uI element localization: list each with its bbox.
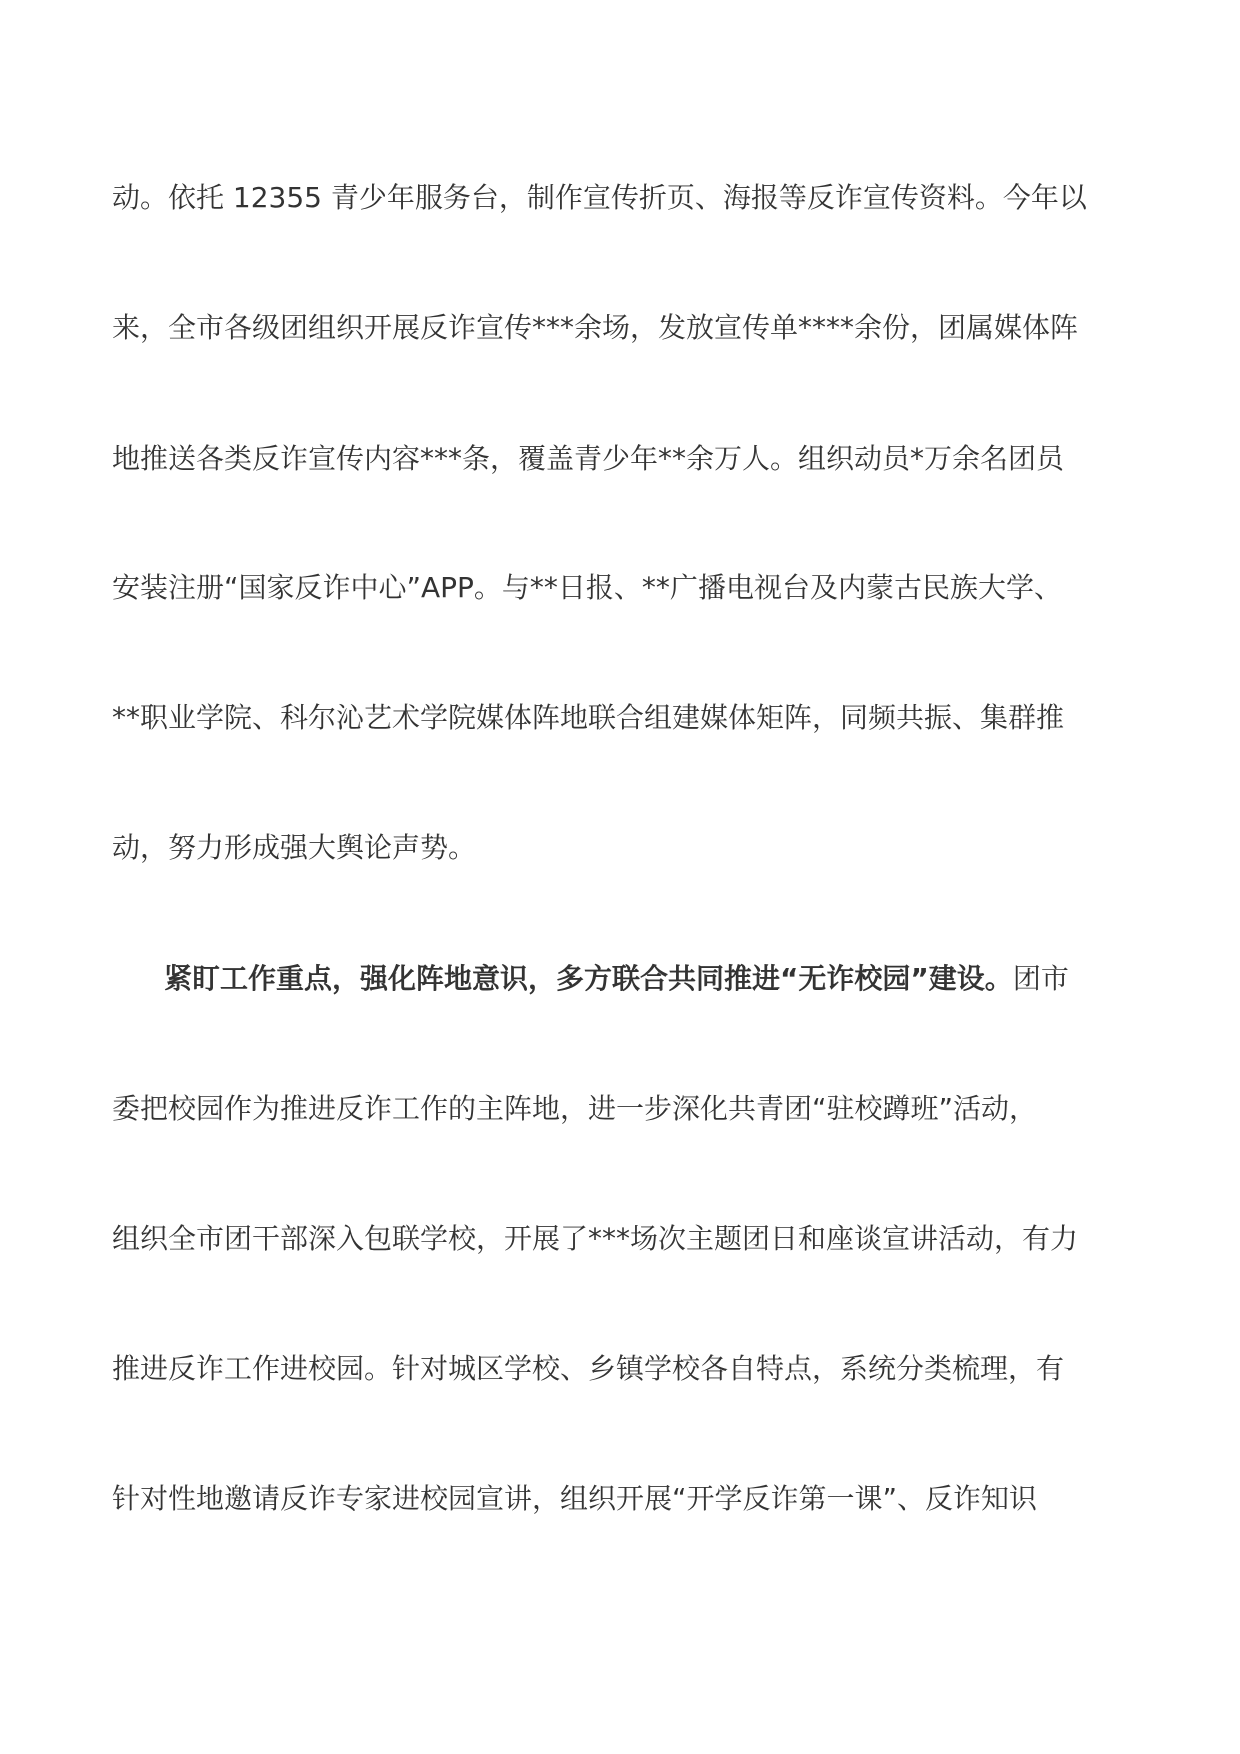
paragraph-line: 组织全市团干部深入包联学校，开展了***场次主题团日和座谈宣讲活动，有力 xyxy=(112,1222,1079,1255)
paragraph-line: 针对性地邀请反诈专家进校园宣讲，组织开展“开学反诈第一课”、反诈知识 xyxy=(112,1482,1038,1515)
paragraph-line: 推进反诈工作进校园。针对城区学校、乡镇学校各自特点，系统分类梳理，有 xyxy=(112,1352,1065,1385)
paragraph-line: 委把校园作为推进反诈工作的主阵地，进一步深化共青团“驻校蹲班”活动， xyxy=(112,1092,1038,1125)
paragraph-line: 动。依托 12355 青少年服务台，制作宣传折页、海报等反诈宣传资料。今年以 xyxy=(112,181,1087,214)
section-heading: 紧盯工作重点，强化阵地意识，多方联合共同推进“无诈校园”建设。 xyxy=(164,962,1013,995)
paragraph-first-line xyxy=(164,959,1204,999)
paragraph-line: 动，努力形成强大舆论声势。 xyxy=(112,831,477,864)
paragraph-line: **职业学院、科尔沁艺术学院媒体阵地联合组建媒体矩阵，同频共振、集群推 xyxy=(112,701,1065,734)
paragraph-text: 团市 xyxy=(1012,962,1069,995)
paragraph-line: 来，全市各级团组织开展反诈宣传***余场，发放宣传单****余份，团属媒体阵 xyxy=(112,311,1079,344)
paragraph-line: 地推送各类反诈宣传内容***条，覆盖青少年**余万人。组织动员*万余名团员 xyxy=(112,442,1065,475)
paragraph-line: 安装注册“国家反诈中心”APP。与**日报、**广播电视台及内蒙古民族大学、 xyxy=(112,571,1062,604)
